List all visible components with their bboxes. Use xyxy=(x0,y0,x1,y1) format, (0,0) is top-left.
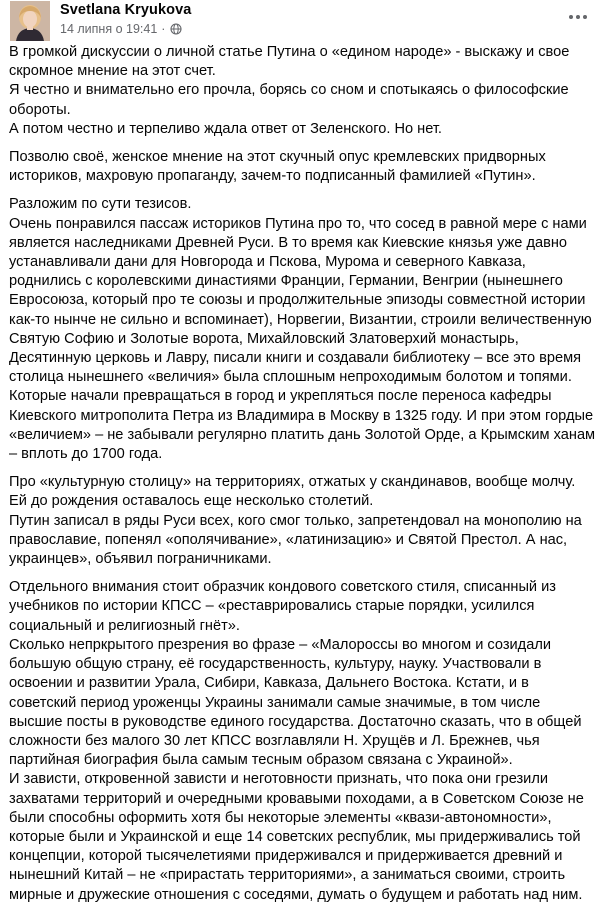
post-paragraph-2: Позволю своё, женское мнение на этот скучный опус кремлевских придворных историков, махровую пропаганду, зачем-то подписанный фамилией «Путин». xyxy=(9,149,546,185)
avatar-portrait-icon xyxy=(10,1,50,41)
post-timestamp[interactable]: 14 липня о 19:41 xyxy=(60,22,158,36)
more-options-button[interactable] xyxy=(564,6,592,28)
globe-icon[interactable] xyxy=(170,23,182,35)
meta-separator: · xyxy=(161,22,166,36)
post-paragraph-1: В громкой дискуссии о личной статье Путина о «едином народе» - выскажу и свое скромное мнение на этот счет. Я честно и внимательно его прочла, борясь со сном и спотыкаясь о философские обороты. А потом честно и терпеливо ждала ответ от Зеленского. Но нет. xyxy=(9,44,570,137)
post-header xyxy=(0,0,602,44)
more-options-icon xyxy=(568,14,588,20)
post-paragraph-3: Разложим по сути тезисов. Очень понравился пассаж историков Путина про то, что сосед в равной мере с нами является наследниками Древней Руси. В то время как Киевские князья уже давно устанавливали дани для Новгорода и Пскова, Мурома и северного Кавказа, роднились с королевскими династиями Франции, Германии, Венгрии (нынешнего Евросоюза, который про те союзы и продолжительные эпизоды совместной истории как-то нынче не сильно и вспоминает), Норвегии, Византии, строили величественную Святую Софию и Золотые ворота, Михайловский Златоверхий монастырь, Десятинную церковь и Лавру, писали книги и создавали библиотеку – все это время столица нынешнего «величия» была сплошным непроходимым болотом и топями. Которые начали превращаться в город и укрепляться после переноса кафедры Киевского митрополита Петра из Владимира в Москву в 1325 году. И при этом гордые «величием» – не забывали регулярно платить дань Золотой Орде, а Крымским ханам – вплоть до 1700 года. xyxy=(9,196,596,463)
post-body xyxy=(9,43,597,914)
post-meta xyxy=(60,22,182,36)
author-name[interactable]: Svetlana Kryukova xyxy=(60,2,192,18)
post-paragraph-4: Про «культурную столицу» на территориях, отжатых у скандинавов, вообще молчу. Ей до рождения оставалось еще несколько столетий. Путин записал в ряды Руси всех, кого смог только, запретендовал на монополию на православие, попенял «ополячивание», «латинизацию» и Святой Престол. А нас, украинцев», объявил пограничниками. xyxy=(9,474,582,568)
avatar[interactable] xyxy=(10,1,50,41)
post-paragraph-5: Отдельного внимания стоит образчик кондового советского стиля, списанный из учебников по истории КПСС – «реставрировались старые порядки, усилился социальный и религиозный гнёт». Сколько непркрытого презрения во фразе – «Малороссы во многом и созидали большую общую страну, её государственность, культуру, науку. Участвовали в освоении и развитии Урала, Сибири, Кавказа, Дальнего Востока. Кстати, и в советский период уроженцы Украины занимали самые значимые, в том числе высшие посты в руководстве единого государства. Достаточно сказать, что в общей сложности без малого 30 лет КПСС возглавляли Н. Хрущёв и Л. Брежнев, чья партийная биография была самым тесным образом связана с Украиной». И зависти, откровенной зависти и неготовности признать, что пока они грезили захватами территорий и очередными кровавыми походами, а в Советском Союзе не были способны оформить хотя бы некоторые элементы «квази-автономности», которые были и Украинской и еще 14 советских республик, мы придерживались той концепции, которой тысячелетиями придерживался и придерживается древний и нынешний Китай – не «прирастать территориями», а заниматься своими, строить мирные и дружеские отношения с соседями, думать о будущем и работать над ним. xyxy=(9,579,584,903)
